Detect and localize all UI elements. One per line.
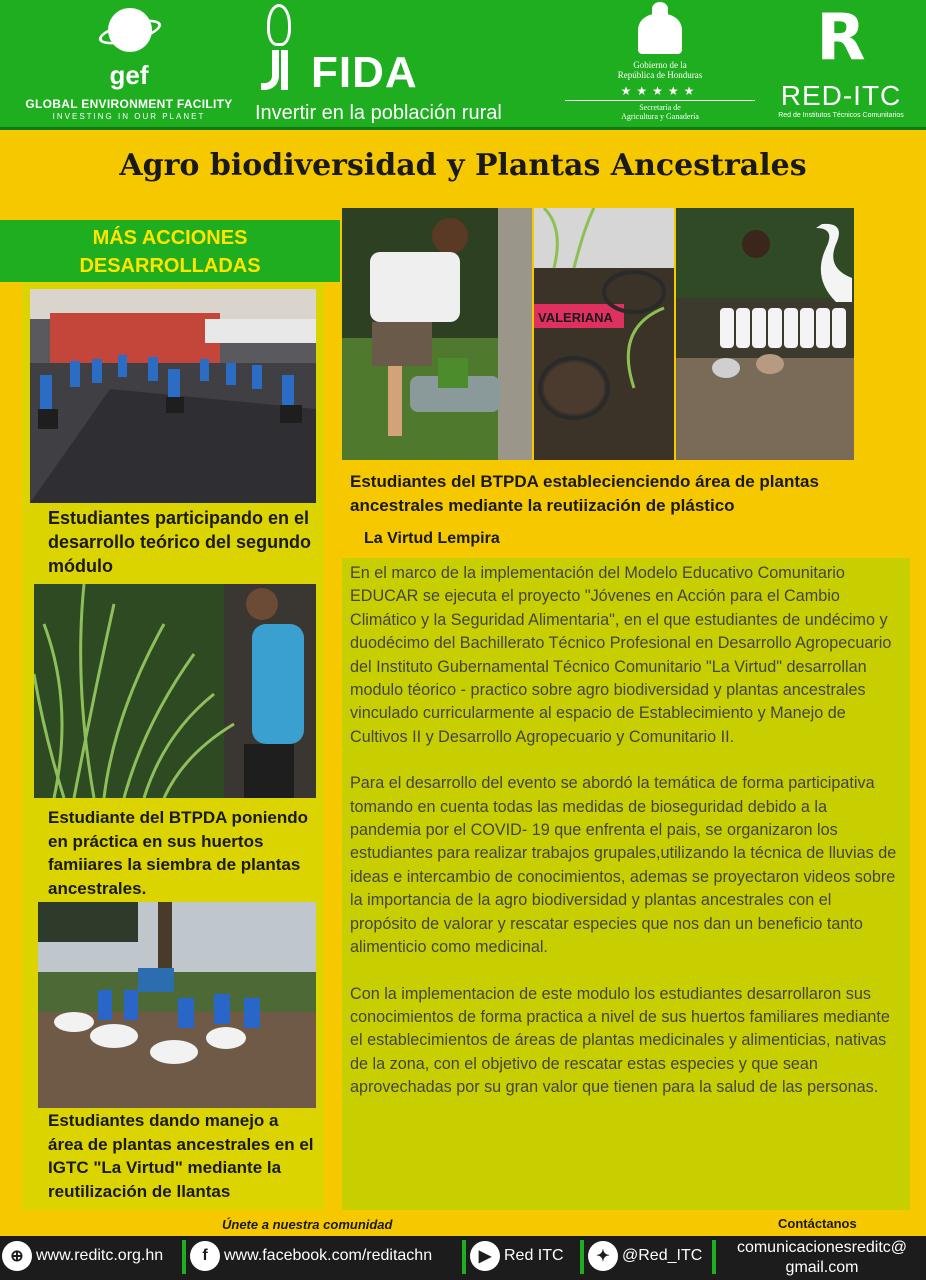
youtube-handle: Red ITC [504,1247,564,1264]
globe-icon: ⊕ [2,1241,32,1271]
page-title: Agro biodiversidad y Plantas Ancestrales [119,148,807,183]
banner-line2: DESARROLLADAS [79,255,261,277]
email-line1: comunicacionesreditc@ [736,1239,908,1256]
student-plants-photo [34,584,316,798]
divider [462,1240,466,1274]
swan-bottles-photo [676,208,854,460]
gob-line1: Gobierno de la [633,60,687,70]
facebook-url: www.facebook.com/reditachn [224,1247,433,1264]
banner-line1: MÁS ACCIONES [92,227,248,249]
footer-email-link[interactable] [722,1236,922,1280]
email-line2: gmail.com [785,1259,859,1276]
footer-facebook-link[interactable] [190,1236,432,1276]
seal-icon [634,2,686,58]
gob-line4: Agricultura y Ganadería [621,112,699,121]
join-community-label: Únete a nuestra comunidad [222,1217,393,1232]
divider [580,1240,584,1274]
gob-line2: República de Honduras [617,70,703,80]
footer-web-link[interactable] [2,1236,163,1276]
fida-name: FIDA [311,48,418,97]
caption-student-plants: Estudiante del BTPDA poniendo en práctica en sus huertos famiiares la siembra de plantas ancestrales. [48,808,309,898]
location-label: La Virtud Lempira [364,530,500,547]
twitter-handle: @Red_ITC [622,1247,703,1264]
red-itc-mark-icon: R [816,1,866,75]
valeriana-sign-label: VALERIANA [538,310,613,325]
globe-logo-icon [98,8,160,58]
gef-line1: GLOBAL ENVIRONMENT FACILITY [25,97,233,111]
gef-line2: INVESTING IN OUR PLANET [52,112,206,121]
gef-name: gef [109,60,149,90]
divider [712,1240,716,1274]
contact-label: Contáctanos [778,1216,857,1231]
classroom-photo [30,289,316,503]
footer-bar [0,1236,926,1280]
body-paragraph-3: Con la implementacion de este modulo los estudiantes desarrollaron sus conocimientos de forma practica a nivel de sus huertos familiares mediante el establecimientos de áreas de plantas medicinales y alimenticias, nativas de la zona, con el objetivo de rescatar estas especies y que sean aprovechadas por su gran valor que tienen para la salud de las personas. [350,984,890,1097]
header-bar [0,0,926,130]
fida-tagline: Invertir en la población rural [255,102,502,124]
tires-garden-photo [38,902,316,1108]
stars-icon: ★★★★★ [620,84,700,98]
red-itc-name: RED-ITC [780,80,902,111]
facebook-icon: f [190,1241,220,1271]
caption-plastic-reuse: Estudiantes del BTPDA establecienciendo área de plantas ancestrales mediante la reutiización de plástico [350,472,819,515]
gobierno-logo [560,2,760,128]
footer-twitter-link[interactable] [588,1236,702,1276]
twitter-icon: ✦ [588,1241,618,1271]
red-itc-logo [766,2,916,128]
student-watering-photo [342,208,532,460]
red-itc-sub: Red de Institutos Técnicos Comunitarios [778,112,904,119]
fida-logo [255,4,555,126]
divider [182,1240,186,1274]
article-body [342,558,910,1210]
caption-classroom: Estudiantes participando en el desarrollo teórico del segundo módulo [48,508,312,576]
gef-logo [14,6,244,126]
youtube-icon: ▶ [470,1241,500,1271]
gob-line3: Secretaría de [639,103,681,112]
web-url: www.reditc.org.hn [36,1247,164,1264]
divider [565,100,755,101]
body-paragraph-1: En el marco de la implementación del Modelo Educativo Comunitario EDUCAR se ejecuta el proyecto "Jóvenes en Acción para el Cambio Climático y la Seguridad Alimentaria", en el que estudiantes de undécimo y duodécimo del Bachillerato Técnico Profesional en Desarrollo Agropecuario del Instituto Gubernamental Técnico Comunitario "La Virtud" desarrollan modulo téorico - practico sobre agro biodiversidad y plantas ancestrales vinculado curricularmente al espacio de Establecimiento y Manejo de Cultivos II y Desarrollo Agropecuario y Comunitario II. [350,564,892,746]
wheat-icon [257,4,305,98]
actions-banner [0,220,340,282]
caption-tires-garden: Estudiantes dando manejo a área de plantas ancestrales en el IGTC "La Virtud" mediante la reutilización de llantas [48,1111,314,1201]
valeriana-garden-photo [534,208,674,460]
footer-youtube-link[interactable] [470,1236,564,1276]
body-paragraph-2: Para el desarrollo del evento se abordó la temática de forma participativa tomando en cuenta todas las medidas de bioseguridad debido a la pandemia por el COVID- 19 que enfrenta el pais, se organizaron los estudiantes para realizar trabajos grupales,utilizando la técnica de lluvias de ideas e intercambio de conocimientos, ademas se proyectaron videos sobre la importancia de la agro biodiversidad y plantas ancestrales con el propósito de valorar y rescatar especies que nos dan un beneficio tanto alimenticio como medicinal. [350,774,897,957]
